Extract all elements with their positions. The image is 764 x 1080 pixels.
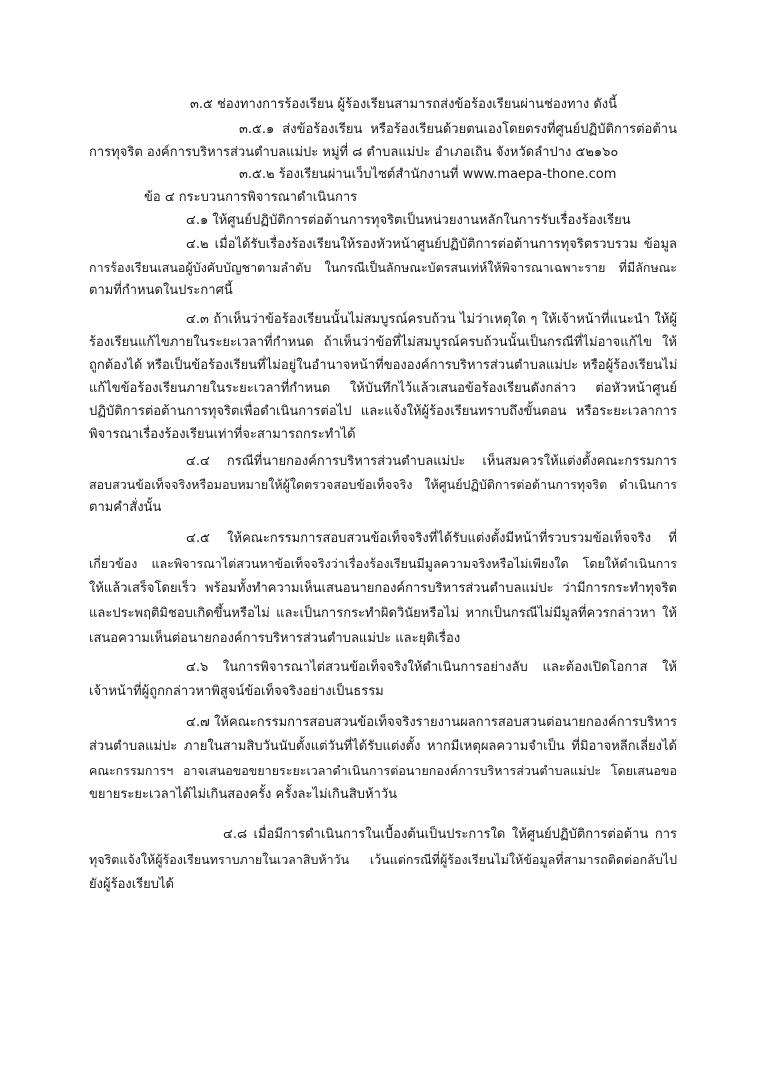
section-3-5-1-line-2: การทุจริต องค์การบริหารส่วนตำบลแม่ปะ หมู่ที่ ๘ ตำบลแม่ปะ อำเภอเถิน จังหวัดลำปาง ๕๒๑๖๐ — [89, 145, 619, 160]
para-4-8-line-2: ทุจริตแจ้งให้ผู้ร้องเรียนทราบภายในเวลาสิบห้าวัน เว้นแต่กรณีที่ผู้ร้องเรียนไม่ให้ข้อมูลที่สามารถติดต่อกลับไป — [89, 852, 677, 867]
para-4-7-line-4: ขยายระยะเวลาได้ไม่เกินสองครั้ง ครั้งละไม่เกินสิบห้าวัน — [89, 787, 398, 802]
para-4-8-line-1: ๔.๘ เมื่อมีการดำเนินการในเบื้องต้นเป็นประการใด ให้ศูนย์ปฏิบัติการต่อต้าน การ — [223, 827, 677, 842]
para-4-5-line-2: เกี่ยวข้อง และพิจารณาไต่สวนหาข้อเท็จจริงว่าเรื่องร้องเรียนมีมูลความจริงหรือไม่เพียงใด โดยให้ดำเนินการ — [89, 556, 677, 571]
para-4-5-line-3: ให้แล้วเสร็จโดยเร็ว พร้อมทั้งทำความเห็นเสนอนายกองค์การบริหารส่วนตำบลแม่ปะ ว่ามีการกระทำทุจริต — [89, 581, 677, 596]
para-4-4-line-2: สอบสวนข้อเท็จจริงหรือมอบหมายให้ผู้ใดตรวจสอบข้อเท็จจริง ให้ศูนย์ปฏิบัติการต่อต้านการทุจริต ดำเนินการ — [89, 477, 677, 492]
section-3-5-1-line-1: ๓.๕.๑ ส่งข้อร้องเรียน หรือร้องเรียนด้วยตนเองโดยตรงที่ศูนย์ปฏิบัติการต่อต้าน — [239, 122, 677, 137]
para-4-6-line-1: ๔.๖ ในการพิจารณาไต่สวนข้อเท็จจริงให้ดำเนินการอย่างลับ และต้องเปิดโอกาส ให้ — [186, 660, 677, 675]
para-4-3-line-1: ๔.๓ ถ้าเห็นว่าข้อร้องเรียนนั้นไม่สมบูรณ์ครบถ้วน ไม่ว่าเหตุใด ๆ ให้เจ้าหน้าที่แนะนำ ให้ผู้ — [186, 312, 677, 327]
para-4-8-line-3: ยังผู้ร้องเรียบได้ — [89, 877, 174, 892]
para-4-4-line-1: ๔.๔ กรณีที่นายกองค์การบริหารส่วนตำบลแม่ปะ เห็นสมควรให้แต่งตั้งคณะกรรมการ — [186, 454, 677, 469]
para-4-3-line-5: ปฏิบัติการต่อต้านการทุจริตเพื่อดำเนินการต่อไป และแจ้งให้ผู้ร้องเรียนทราบถึงขั้นตอน หรือระยะเวลาการ — [89, 404, 677, 419]
section-4-heading: ข้อ ๔ กระบวนการพิจารณาดำเนินการ — [144, 190, 358, 205]
para-4-4-line-3: ตามคำสั่งนั้น — [89, 500, 162, 515]
section-3-5-heading: ๓.๕ ช่องทางการร้องเรียน ผู้ร้องเรียนสามารถส่งข้อร้องเรียนผ่านช่องทาง ดังนี้ — [190, 97, 618, 112]
para-4-5-line-1: ๔.๕ ให้คณะกรรมการสอบสวนข้อเท็จจริงที่ได้รับแต่งตั้งมีหน้าที่รวบรวมข้อเท็จจริง ที่ — [186, 531, 677, 546]
para-4-2-line-2: การร้องเรียนเสนอผู้บังคับบัญชาตามลำดับ ในกรณีเป็นลักษณะบัตรสนเท่ห์ให้พิจารณาเฉพาะราย ที่มีลักษณะ — [89, 260, 677, 275]
para-4-3-line-3: ถูกต้องได้ หรือเป็นข้อร้องเรียนที่ไม่อยู่ในอำนาจหน้าที่ขององค์การบริหารส่วนตำบลแม่ปะ หรือผู้ร้องเรียนไม่ — [89, 358, 678, 373]
para-4-5-line-5: เสนอความเห็นต่อนายกองค์การบริหารส่วนตำบลแม่ปะ และยุติเรื่อง — [89, 631, 461, 646]
para-4-3-line-4: แก้ไขข้อร้องเรียนภายในระยะเวลาที่กำหนด ให้บันทึกไว้แล้วเสนอข้อร้องเรียนดังกล่าว ต่อหัวหน้าศูนย์ — [89, 381, 677, 396]
para-4-6-line-2: เจ้าหน้าที่ผู้ถูกกล่าวหาพิสูจน์ข้อเท็จจริงอย่างเป็นธรรม — [89, 684, 384, 699]
para-4-7-line-1: ๔.๗ ให้คณะกรรมการสอบสวนข้อเท็จจริงรายงานผลการสอบสวนต่อนายกองค์การบริหาร — [186, 715, 677, 730]
para-4-2-line-3: ตามที่กำหนดในประกาศนี้ — [89, 283, 233, 298]
para-4-2-line-1: ๔.๒ เมื่อได้รับเรื่องร้องเรียนให้รองหัวหน้าศูนย์ปฏิบัติการต่อต้านการทุจริตรวบรวม ข้อมูล — [186, 237, 677, 252]
para-4-5-line-4: และประพฤติมิชอบเกิดขึ้นหรือไม่ และเป็นการกระทำผิดวินัยหรือไม่ หากเป็นกรณีไม่มีมูลที่ควรกล่าวหา ให้ — [89, 606, 677, 621]
para-4-7-line-3: คณะกรรมการฯ อาจเสนอขอขยายระยะเวลาดำเนินการต่อนายกองค์การบริหารส่วนตำบลแม่ปะ โดยเสนอขอ — [89, 763, 677, 778]
para-4-3-line-6: พิจารณาเรื่องร้องเรียนเท่าที่จะสามารถกระทำได้ — [89, 427, 356, 442]
para-4-7-line-2: ส่วนตำบลแม่ปะ ภายในสามสิบวันนับตั้งแต่วันที่ได้รับแต่งตั้ง หากมีเหตุผลความจำเป็น ที่มิอาจหลีกเลี่ยงได้ — [89, 739, 677, 754]
para-4-1: ๔.๑ ให้ศูนย์ปฏิบัติการต่อต้านการทุจริตเป็นหน่วยงานหลักในการรับเรื่องร้องเรียน — [186, 213, 631, 228]
section-3-5-2: ๓.๕.๒ ร้องเรียนผ่านเว็บไซต์สำนักงานที่ www.maepa-thone.com — [239, 167, 617, 182]
para-4-3-line-2: ร้องเรียนแก้ไขภายในระยะเวลาที่กำหนด ถ้าเห็นว่าข้อที่ไม่สมบูรณ์ครบถ้วนนั้นเป็นกรณีที่ไม่อาจแก้ไข ให้ — [89, 335, 677, 350]
